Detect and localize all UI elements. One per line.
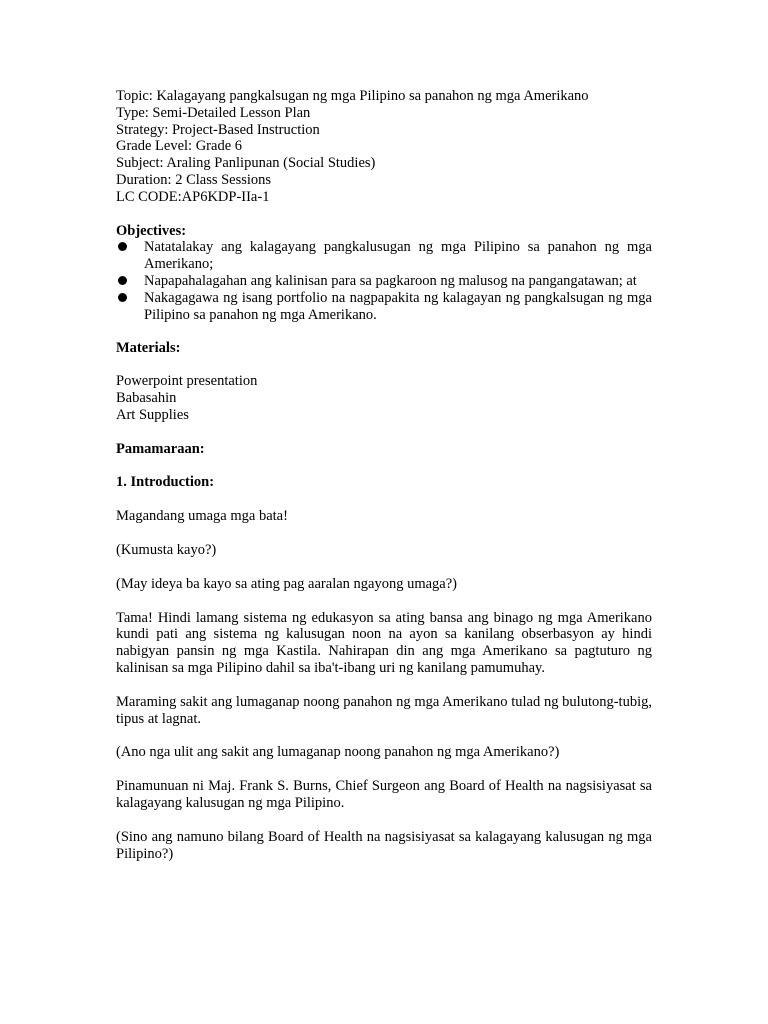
objective-item xyxy=(116,290,652,324)
materials-heading: Materials: xyxy=(116,340,181,357)
duration-line: Duration: 2 Class Sessions xyxy=(116,171,272,188)
type-line: Type: Semi-Detailed Lesson Plan xyxy=(116,104,311,121)
body-paragraph: Pinamunuan ni Maj. Frank S. Burns, Chief Surgeon ang Board of Health na nagsisiyasat sa kalagayang kalusugan ng mga Pilipino. xyxy=(116,778,652,811)
bullet-icon xyxy=(118,276,127,285)
lesson-plan-content xyxy=(116,88,652,862)
material-item: Babasahin xyxy=(116,389,177,406)
objectives-list xyxy=(116,239,652,323)
objective-item xyxy=(116,239,652,273)
greeting-paragraph: Magandang umaga mga bata! xyxy=(116,508,288,525)
objective-text: Nakagagawa ng isang portfolio na nagpapakita ng kalagayan ng pangkalsugan ng mga Pilipino sa panahon ng mga Amerikano. xyxy=(144,289,652,323)
materials-list xyxy=(116,373,652,423)
topic-line: Topic: Kalagayang pangkalsugan ng mga Pilipino sa panahon ng mga Amerikano xyxy=(116,88,589,104)
bullet-icon xyxy=(118,293,127,302)
strategy-line: Strategy: Project-Based Instruction xyxy=(116,121,320,138)
objective-item xyxy=(116,273,652,290)
material-item: Art Supplies xyxy=(116,406,189,423)
introduction-heading: 1. Introduction: xyxy=(116,474,215,491)
objectives-heading: Objectives: xyxy=(116,222,187,239)
lesson-header xyxy=(116,88,652,206)
question-paragraph: (Kumusta kayo?) xyxy=(116,541,217,558)
material-item: Powerpoint presentation xyxy=(116,373,258,390)
question-paragraph: (Sino ang namuno bilang Board of Health na nagsisiyasat sa kalagayang kalusugan ng mga Pilipino?) xyxy=(116,828,652,862)
procedure-heading: Pamamaraan: xyxy=(116,440,205,457)
grade-level-line: Grade Level: Grade 6 xyxy=(116,138,243,155)
question-paragraph: (Ano nga ulit ang sakit ang lumaganap noong panahon ng mga Amerikano?) xyxy=(116,744,560,761)
objective-text: Natatalakay ang kalagayang pangkalusugan ng mga Pilipino sa panahon ng mga Amerikano; xyxy=(144,239,652,273)
body-paragraph: Maraming sakit ang lumaganap noong panahon ng mga Amerikano tulad ng bulutong-tubig, tipus at lagnat. xyxy=(116,693,652,727)
bullet-icon xyxy=(118,242,127,251)
lc-code-line: LC CODE:AP6KDP-IIa-1 xyxy=(116,188,270,205)
subject-line: Subject: Araling Panlipunan (Social Studies) xyxy=(116,155,376,172)
body-paragraph: Tama! Hindi lamang sistema ng edukasyon sa ating bansa ang binago ng mga Amerikano kundi pati ang sistema ng kalusugan noon na ayon sa kanilang obserbasyon ay hindi nabigyan pansin ng mga Kastila. Nahirapan din ang mga Amerikano sa pagtuturo ng kalinisan sa mga Pilipino dahil sa iba't-ibang uri ng kanilang pamumuhay. xyxy=(116,609,652,676)
question-paragraph: (May ideya ba kayo sa ating pag aaralan ngayong umaga?) xyxy=(116,575,458,592)
objective-text: Napapahalagahan ang kalinisan para sa pagkaroon ng malusog na pangangatawan; at xyxy=(144,272,637,289)
